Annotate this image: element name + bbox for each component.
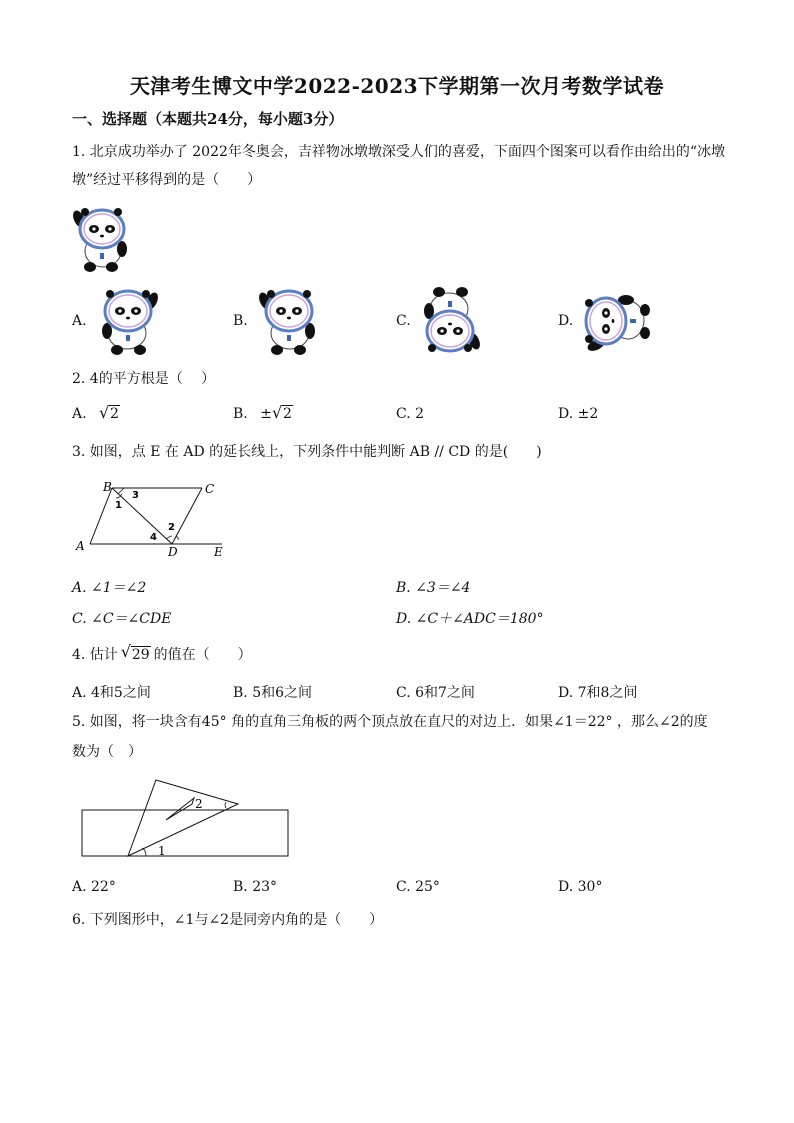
q3-option-c[interactable]: C. ∠C＝∠CDE xyxy=(72,611,172,627)
panda-option-c-image[interactable] xyxy=(414,285,486,357)
q6-stem: 6. 下列图形中，∠1与∠2是同旁内角的是（ ） xyxy=(72,912,384,928)
q2-stem: 2. 4的平方根是（ ） xyxy=(72,371,216,387)
q3-label-d: D xyxy=(168,545,178,559)
q4-stem-suffix: 的值在（ ） xyxy=(153,647,252,663)
q4-option-c[interactable]: C. 6和7之间 xyxy=(396,685,475,701)
q2-option-a-radicand: 2 xyxy=(110,406,119,422)
q2-option-b[interactable] xyxy=(233,403,293,422)
q3-stem: 3. 如图，点 E 在 AD 的延长线上，下列条件中能判断 AB // CD 的是( ) xyxy=(72,444,542,460)
exam-title: 天津考生博文中学2022-2023下学期第一次月考数学试卷 xyxy=(129,74,665,98)
q2-option-b-radicand: 2 xyxy=(282,406,292,422)
q3-label-a: A xyxy=(76,539,85,553)
q3-angle-3: 3 xyxy=(132,490,139,501)
q2-option-d[interactable]: D. ±2 xyxy=(558,406,599,422)
q4-option-b[interactable]: B. 5和6之间 xyxy=(233,685,313,701)
sqrt-symbol: √ 2 xyxy=(99,403,119,422)
q1-line2: 墩”经过平移得到的是（ ） xyxy=(72,172,262,188)
q5-angle-1: 1 xyxy=(158,844,166,858)
q3-angle-4: 4 xyxy=(150,532,157,543)
q5-option-c[interactable]: C. 25° xyxy=(396,879,440,895)
sqrt-symbol: √ 29 xyxy=(120,642,150,663)
q3-option-d[interactable]: D. ∠C＋∠ADC＝180° xyxy=(396,611,544,627)
q5-option-d[interactable]: D. 30° xyxy=(558,879,603,895)
q4-stem-prefix: 4. 估计 xyxy=(72,647,118,663)
q1-option-b-label: B. xyxy=(233,313,248,329)
sqrt-symbol: √ 2 xyxy=(271,403,292,422)
q4-option-d[interactable]: D. 7和8之间 xyxy=(558,685,638,701)
q5-option-b[interactable]: B. 23° xyxy=(233,879,278,895)
panda-reference-image xyxy=(72,203,132,275)
panda-option-d-image[interactable] xyxy=(580,285,652,357)
q4-option-a[interactable]: A. 4和5之间 xyxy=(72,685,151,701)
q1-option-c-label: C. xyxy=(396,313,411,329)
q5-angle-2: 2 xyxy=(195,797,203,811)
q2-option-c[interactable]: C. 2 xyxy=(396,406,425,422)
panda-option-a-image[interactable] xyxy=(92,285,164,357)
q2-option-a-label: A. xyxy=(72,406,87,422)
q2-option-b-label: B. xyxy=(233,406,248,422)
q1-option-a-label: A. xyxy=(72,313,87,329)
panda-option-b-image[interactable] xyxy=(253,285,325,357)
q1-option-d-label: D. xyxy=(558,313,574,329)
q3-label-e: E xyxy=(214,545,223,559)
q5-line2: 数为（ ） xyxy=(72,744,142,760)
section-heading: 一、选择题（本题共24分，每小题3分） xyxy=(72,110,344,128)
q2-option-b-plusminus: ± xyxy=(260,406,272,422)
q4-stem xyxy=(72,644,252,666)
q4-radicand: 29 xyxy=(131,647,150,663)
q3-angle-1: 1 xyxy=(115,500,122,511)
q5-option-a[interactable]: A. 22° xyxy=(72,879,116,895)
q3-label-c: C xyxy=(205,482,215,496)
q3-option-a[interactable]: A. ∠1＝∠2 xyxy=(72,580,147,596)
q1-line1: 1. 北京成功举办了 2022年冬奥会，吉祥物冰墩墩深受人们的喜爱，下面四个图案可以看作由给出的“冰墩 xyxy=(72,144,726,160)
q3-option-b[interactable]: B. ∠3＝∠4 xyxy=(396,580,471,596)
q2-option-a[interactable] xyxy=(72,403,120,422)
q5-line1: 5. 如图，将一块含有45° 角的直角三角板的两个顶点放在直尺的对边上．如果∠1＝22° ，那么∠2的度 xyxy=(72,714,708,730)
q3-parallelogram-figure xyxy=(72,478,242,560)
q5-ruler-triangle-figure xyxy=(80,776,292,860)
q3-label-b: B xyxy=(103,480,112,494)
q3-angle-2: 2 xyxy=(168,522,175,533)
